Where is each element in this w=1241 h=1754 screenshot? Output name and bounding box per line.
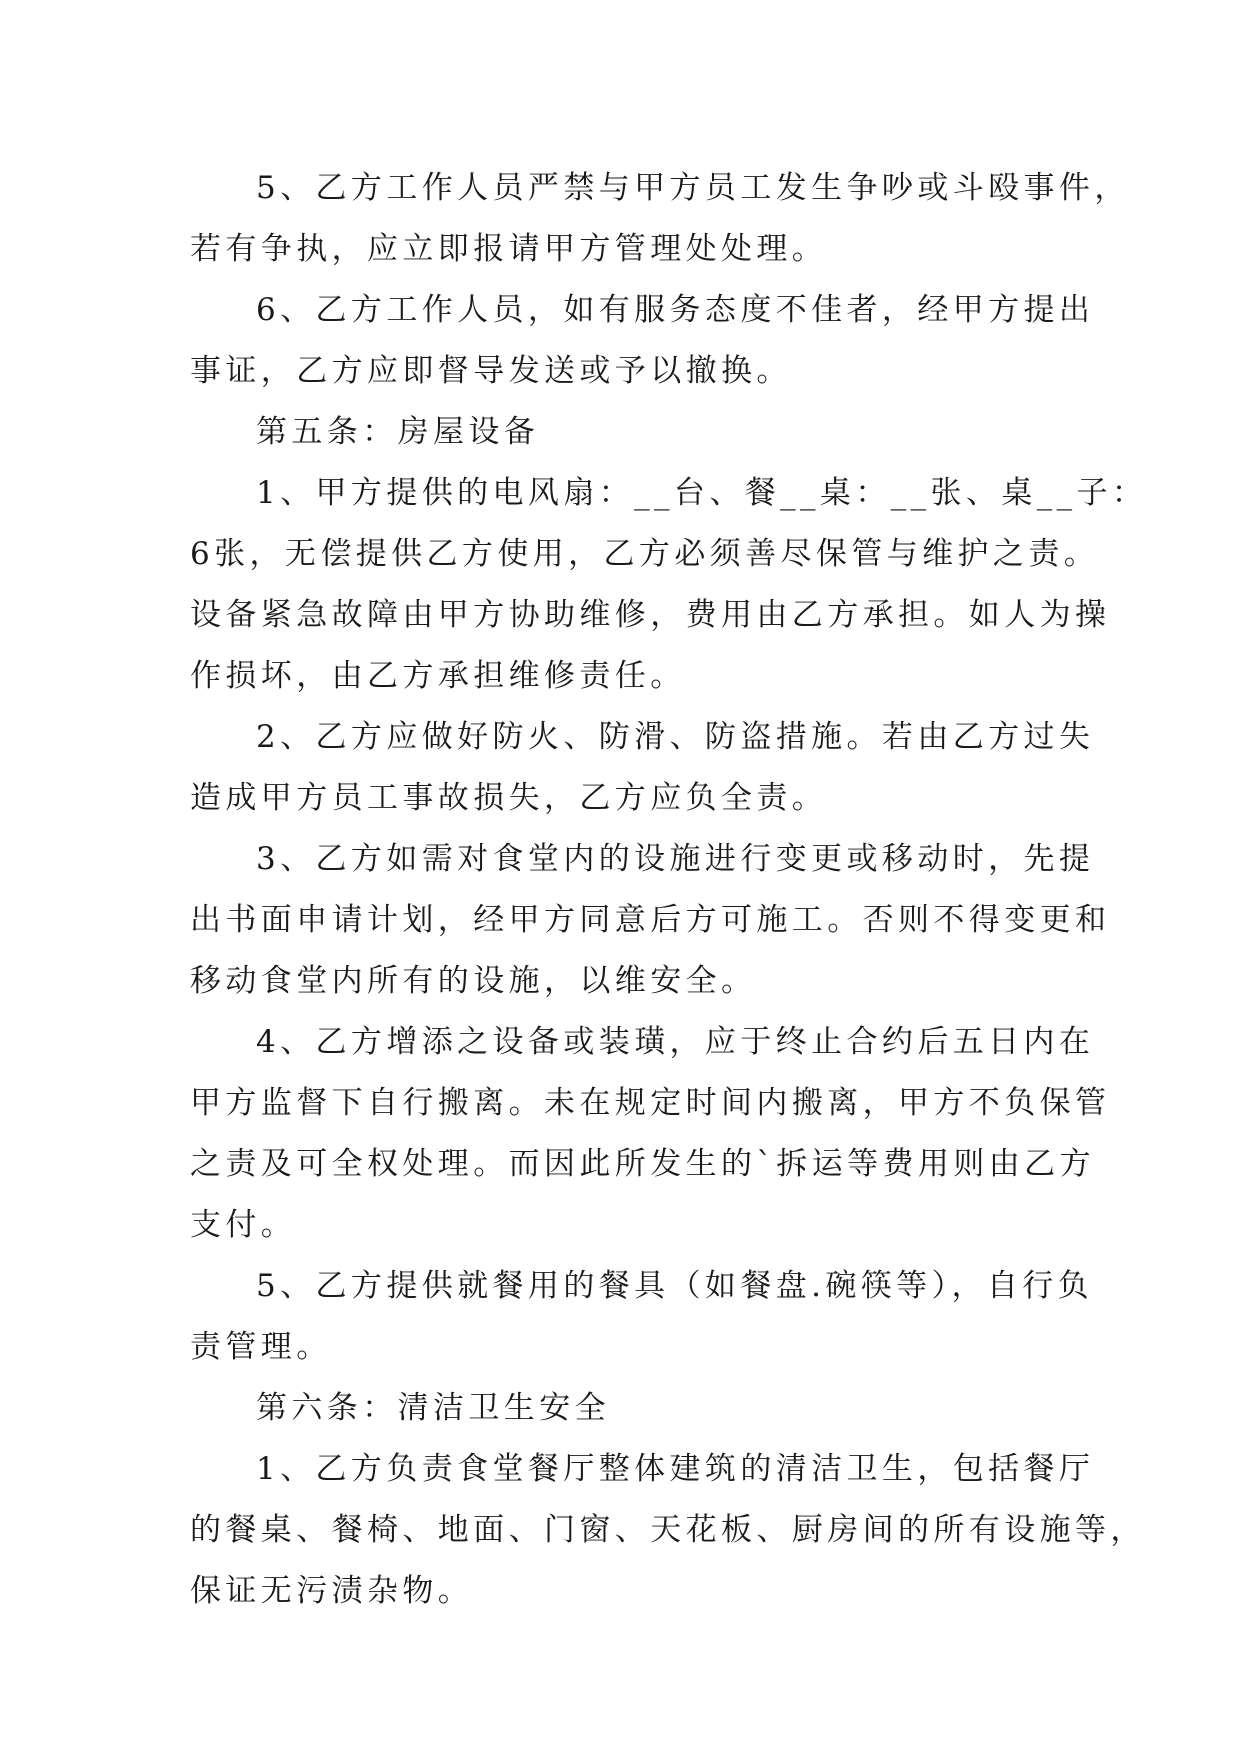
document-body — [190, 158, 1148, 1622]
text-line: 保证无污渍杂物。 — [190, 1573, 474, 1609]
text-line: 移动食堂内所有的设施，以维安全。 — [190, 963, 757, 999]
text-line: 出书面申请计划，经甲方同意后方可施工。否则不得变更和 — [190, 902, 1111, 938]
text-line: 责管理。 — [190, 1329, 332, 1365]
text-line: 设备紧急故障由甲方协助维修，费用由乙方承担。如人为操 — [190, 597, 1111, 633]
text-line: 1、乙方负责食堂餐厅整体建筑的清洁卫生，包括餐厅 — [256, 1451, 1095, 1487]
text-line: 作损坏，由乙方承担维修责任。 — [190, 658, 686, 694]
text-line: 的餐桌、餐椅、地面、门窗、天花板、厨房间的所有设施等， — [190, 1512, 1146, 1548]
text-line: 3、乙方如需对食堂内的设施进行变更或移动时，先提 — [256, 841, 1095, 877]
text-line: 4、乙方增添之设备或装璜，应于终止合约后五日内在 — [256, 1024, 1095, 1060]
section-heading: 第六条：清洁卫生安全 — [256, 1390, 610, 1426]
section-heading: 第五条：房屋设备 — [256, 414, 540, 450]
text-line: 甲方监督下自行搬离。未在规定时间内搬离，甲方不负保管 — [190, 1085, 1111, 1121]
text-line: 造成甲方员工事故损失，乙方应负全责。 — [190, 780, 828, 816]
text-line: 6张，无偿提供乙方使用，乙方必须善尽保管与维护之责。 — [190, 536, 1100, 572]
text-line: 5、乙方提供就餐用的餐具（如餐盘.碗筷等），自行负 — [256, 1268, 1094, 1304]
text-line: 支付。 — [190, 1207, 297, 1243]
text-line: 5、乙方工作人员严禁与甲方员工发生争吵或斗殴事件， — [256, 170, 1130, 206]
text-line: 1、甲方提供的电风扇：__台、餐__桌：__张、桌__子： — [256, 475, 1148, 511]
text-line: 6、乙方工作人员，如有服务态度不佳者，经甲方提出 — [256, 292, 1095, 328]
text-line: 若有争执，应立即报请甲方管理处处理。 — [190, 231, 828, 267]
text-line: 事证，乙方应即督导发送或予以撤换。 — [190, 353, 792, 389]
text-line: 之责及可全权处理。而因此所发生的`拆运等费用则由乙方 — [190, 1146, 1095, 1182]
text-line: 2、乙方应做好防火、防滑、防盗措施。若由乙方过失 — [256, 719, 1095, 755]
